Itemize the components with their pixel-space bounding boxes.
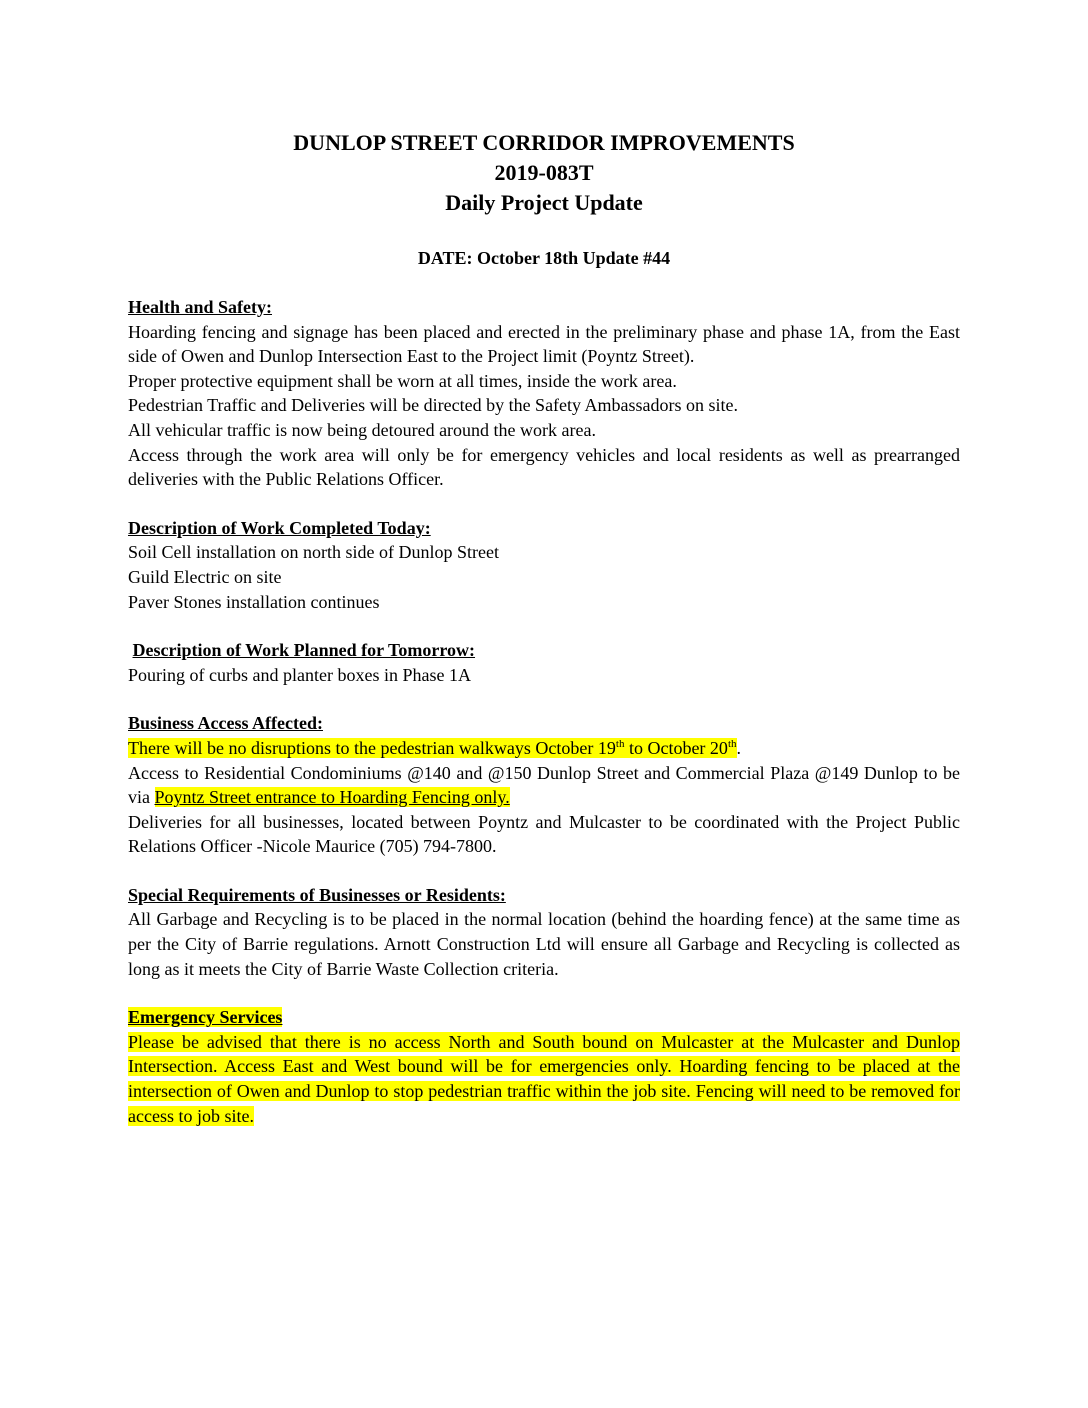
superscript: th: [615, 737, 625, 750]
date-line: DATE: October 18th Update #44: [417, 248, 671, 268]
text-segment: .: [736, 737, 741, 758]
special-requirements-heading: Special Requirements of Businesses or Residents:: [128, 884, 506, 905]
business-access-p2: [128, 761, 960, 810]
list-item: Paver Stones installation continues: [128, 591, 380, 612]
business-access-p1: [128, 736, 960, 761]
health-safety-heading: Health and Safety:: [128, 297, 272, 317]
health-safety-p4: All vehicular traffic is now being detoured around the work area.: [128, 419, 596, 440]
title-line-1: DUNLOP STREET CORRIDOR IMPROVEMENTS: [293, 130, 795, 155]
special-requirements-p1: All Garbage and Recycling is to be placed in the normal location (behind the hoarding fence) at the same time as per the City of Barrie regulations. Arnott Construction Ltd will ensure all Garbage and Recycling is collected as long as it meets the City of Barrie Waste Collection criteria.: [128, 909, 960, 979]
emergency-section: [128, 1005, 960, 1128]
work-planned-section: [128, 638, 960, 687]
text-segment: Access to Residential Condominiums @140 and @150 Dunlop Street and Commercial Plaza @149 Dunlop to be via: [128, 762, 960, 808]
work-planned-heading: Description of Work Planned for Tomorrow:: [132, 640, 476, 661]
highlighted-underlined-text: Poyntz Street entrance to Hoarding Fencing only.: [154, 787, 510, 808]
work-completed-section: [128, 516, 960, 614]
list-item: Pouring of curbs and planter boxes in Phase 1A: [128, 664, 471, 685]
list-item: Guild Electric on site: [128, 566, 282, 587]
text-segment: to October 20: [624, 737, 728, 758]
title-line-3: Daily Project Update: [445, 190, 643, 215]
health-safety-p1: Hoarding fencing and signage has been placed and erected in the preliminary phase and phase 1A, from the East side of Owen and Dunlop Intersection East to the Project limit (Poyntz Street).: [128, 321, 960, 367]
health-safety-p2: Proper protective equipment shall be worn at all times, inside the work area.: [128, 370, 677, 391]
document-title: [128, 128, 960, 218]
document-page: [128, 128, 960, 1128]
health-safety-p5: Access through the work area will only be for emergency vehicles and local residents as well as prearranged deliveries with the Public Relations Officer.: [128, 444, 960, 490]
business-access-p3: Deliveries for all businesses, located between Poyntz and Mulcaster to be coordinated with the Project Public Relations Officer -Nicole Maurice (705) 794-7800.: [128, 811, 960, 857]
business-access-section: [128, 711, 960, 859]
list-item: Soil Cell installation on north side of Dunlop Street: [128, 542, 499, 563]
health-safety-section: [128, 295, 960, 492]
emergency-p1: [128, 1030, 960, 1128]
highlighted-text: [128, 738, 737, 758]
special-requirements-section: [128, 883, 960, 981]
superscript: th: [727, 737, 737, 750]
emergency-heading: Emergency Services: [128, 1007, 283, 1028]
title-line-2: 2019-083T: [494, 160, 594, 185]
text-segment: There will be no disruptions to the pedestrian walkways October 19: [128, 737, 616, 758]
highlighted-text: Please be advised that there is no access North and South bound on Mulcaster at the Mulcaster and Dunlop Intersection. Access East and West bound will be for emergencies only. Hoarding fencing to be placed at the intersection of Owen and Dunlop to stop pedestrian traffic within the job site. Fencing will need to be removed for access to job site.: [128, 1031, 960, 1126]
work-completed-heading: Description of Work Completed Today:: [128, 517, 431, 538]
business-access-heading: Business Access Affected:: [128, 713, 323, 734]
health-safety-p3: Pedestrian Traffic and Deliveries will be directed by the Safety Ambassadors on site.: [128, 395, 739, 416]
